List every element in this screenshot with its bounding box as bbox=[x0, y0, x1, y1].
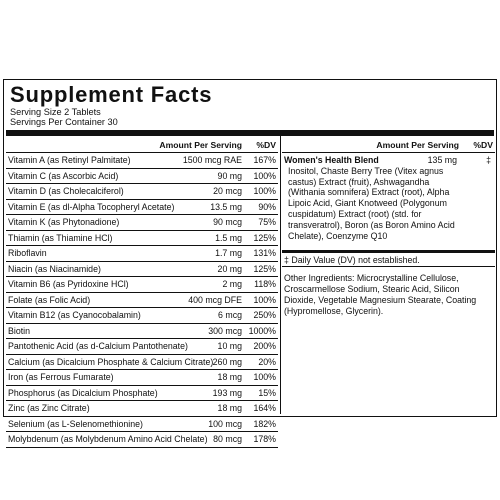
nutrient-amount: 260 mg bbox=[212, 356, 242, 367]
table-row bbox=[6, 215, 278, 231]
other-ingredients: Other Ingredients: Microcrystalline Cellulose, Croscarmellose Sodium, Stearic Acid, Silicon Dioxide, Vegetable Magnesium Stearate, Coating (Hypromellose, Glycerin). bbox=[284, 273, 477, 316]
nutrient-dv: 164% bbox=[253, 403, 276, 413]
nutrient-amount: 20 mcg bbox=[213, 186, 242, 196]
nutrient-name: Biotin bbox=[8, 325, 31, 336]
nutrient-name: Vitamin D (as Cholecalciferol) bbox=[8, 186, 124, 196]
nutrient-name: Calcium (as Dicalcium Phosphate & Calcium Citrate) bbox=[8, 356, 214, 367]
blend-ingredients: Inositol, Chaste Berry Tree (Vitex agnus castus) Extract (fruit), Ashwagandha (Withania somnifera) Extract (root), Alpha Lipoic Acid, Giant Knotweed (Polygonum cuspidatum) Extract (root) (std. for transveratrol), Boron (as Boron Amino Acid Chelate), Coenzyme Q10 bbox=[288, 165, 455, 241]
table-row bbox=[6, 432, 278, 448]
dv-header: %DV bbox=[256, 140, 276, 150]
nutrient-name: Vitamin E (as dl-Alpha Tocopheryl Acetate) bbox=[8, 201, 175, 212]
nutrient-name: Zinc (as Zinc Citrate) bbox=[8, 403, 90, 413]
nutrient-name: Vitamin B12 (as Cyanocobalamin) bbox=[8, 310, 141, 320]
nutrient-dv: 1000% bbox=[248, 325, 276, 336]
nutrient-amount: 100 mcg bbox=[208, 418, 242, 429]
nutrient-name: Vitamin A (as Retinyl Palmitate) bbox=[8, 155, 131, 165]
nutrient-dv: 250% bbox=[253, 310, 276, 320]
nutrient-name: Phosphorus (as Dicalcium Phosphate) bbox=[8, 387, 158, 398]
nutrient-amount: 18 mg bbox=[217, 372, 242, 382]
table-header bbox=[6, 136, 278, 153]
blend-amount: 135 mg bbox=[427, 155, 457, 165]
nutrient-name: Pantothenic Acid (as d-Calcium Pantothenate) bbox=[8, 341, 188, 351]
nutrient-amount: 2 mg bbox=[222, 279, 242, 289]
nutrient-amount: 300 mcg bbox=[208, 325, 242, 336]
table-row bbox=[6, 324, 278, 340]
nutrient-table bbox=[6, 136, 278, 448]
nutrient-dv: 100% bbox=[253, 186, 276, 196]
table-row bbox=[6, 153, 278, 169]
nutrient-amount: 18 mg bbox=[217, 403, 242, 413]
serving-size: Serving Size 2 Tablets bbox=[10, 107, 101, 117]
nutrient-dv: 100% bbox=[253, 170, 276, 181]
nutrient-dv: 125% bbox=[253, 263, 276, 274]
nutrient-amount: 1.5 mg bbox=[215, 232, 242, 243]
table-row bbox=[6, 293, 278, 309]
nutrient-name: Vitamin B6 (as Pyridoxine HCl) bbox=[8, 279, 129, 289]
nutrient-name: Riboflavin bbox=[8, 248, 47, 258]
table-row bbox=[6, 417, 278, 433]
table-row bbox=[6, 169, 278, 185]
table-row bbox=[6, 246, 278, 262]
nutrient-dv: 20% bbox=[258, 356, 276, 367]
nutrient-amount: 80 mcg bbox=[213, 434, 242, 444]
amount-header: Amount Per Serving bbox=[159, 140, 242, 150]
table-row bbox=[6, 184, 278, 200]
nutrient-amount: 13.5 mg bbox=[210, 201, 242, 212]
nutrient-name: Vitamin C (as Ascorbic Acid) bbox=[8, 170, 119, 181]
nutrient-amount: 10 mg bbox=[217, 341, 242, 351]
table-row bbox=[6, 277, 278, 293]
nutrient-dv: 200% bbox=[253, 341, 276, 351]
nutrient-dv: 90% bbox=[258, 201, 276, 212]
nutrient-dv: 118% bbox=[254, 279, 276, 289]
blend-dv: ‡ bbox=[486, 155, 491, 165]
table-row bbox=[6, 231, 278, 247]
nutrient-name: Thiamin (as Thiamine HCl) bbox=[8, 232, 113, 243]
nutrient-dv: 178% bbox=[253, 434, 276, 444]
blend-section bbox=[282, 136, 495, 317]
nutrient-amount: 400 mcg DFE bbox=[188, 294, 242, 305]
table-row bbox=[6, 401, 278, 417]
nutrient-name: Molybdenum (as Molybdenum Amino Acid Chelate) bbox=[8, 434, 208, 444]
supplement-facts-panel bbox=[3, 79, 497, 444]
nutrient-dv: 100% bbox=[253, 294, 276, 305]
column-divider bbox=[280, 136, 281, 414]
table-row bbox=[6, 200, 278, 216]
table-row bbox=[6, 339, 278, 355]
nutrient-amount: 193 mg bbox=[212, 387, 242, 398]
blend-row bbox=[282, 153, 495, 253]
nutrient-name: Niacin (as Niacinamide) bbox=[8, 263, 101, 274]
nutrient-amount: 90 mcg bbox=[213, 217, 242, 227]
table-row bbox=[6, 262, 278, 278]
nutrient-dv: 182% bbox=[253, 418, 276, 429]
table-row bbox=[6, 386, 278, 402]
nutrient-amount: 90 mg bbox=[217, 170, 242, 181]
nutrient-name: Selenium (as L-Selenomethionine) bbox=[8, 418, 143, 429]
blend-name: Women's Health Blend bbox=[284, 155, 379, 165]
nutrient-amount: 1500 mcg RAE bbox=[182, 155, 242, 165]
table-row bbox=[6, 370, 278, 386]
nutrient-dv: 125% bbox=[253, 232, 276, 243]
blend-amount-header: Amount Per Serving bbox=[376, 140, 459, 150]
nutrient-dv: 131% bbox=[253, 248, 276, 258]
nutrient-name: Iron (as Ferrous Fumarate) bbox=[8, 372, 114, 382]
nutrient-dv: 100% bbox=[253, 372, 276, 382]
nutrient-dv: 75% bbox=[258, 217, 276, 227]
nutrient-amount: 6 mcg bbox=[218, 310, 242, 320]
nutrient-amount: 1.7 mg bbox=[215, 248, 242, 258]
blend-dv-header: %DV bbox=[473, 140, 493, 150]
nutrient-dv: 167% bbox=[253, 155, 276, 165]
nutrient-name: Vitamin K (as Phytonadione) bbox=[8, 217, 120, 227]
nutrient-name: Folate (as Folic Acid) bbox=[8, 294, 91, 305]
nutrient-amount: 20 mg bbox=[217, 263, 242, 274]
table-row bbox=[6, 308, 278, 324]
table-row bbox=[6, 355, 278, 371]
servings-per-container: Servings Per Container 30 bbox=[10, 117, 118, 127]
blend-table-header bbox=[282, 136, 495, 153]
panel-title: Supplement Facts bbox=[10, 82, 213, 107]
nutrient-dv: 15% bbox=[258, 387, 276, 398]
footnote: ‡ Daily Value (DV) not established. bbox=[282, 253, 495, 267]
